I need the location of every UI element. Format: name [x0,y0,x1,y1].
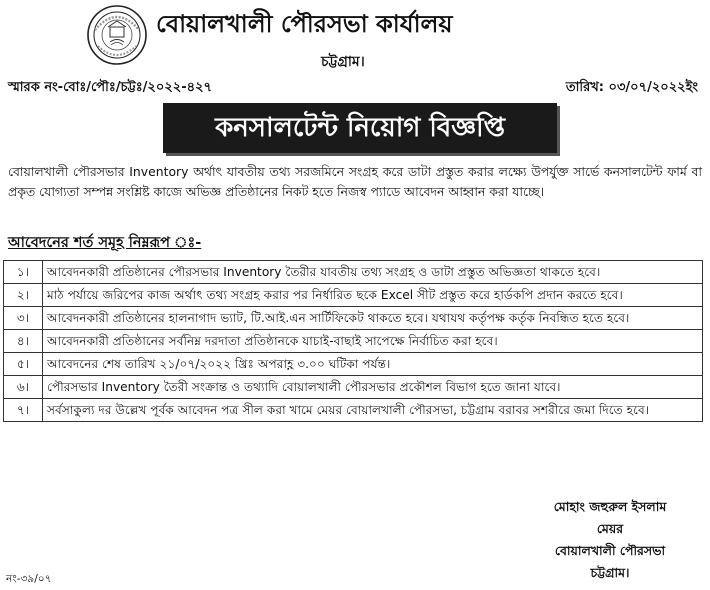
condition-row [4,284,703,307]
conditions-heading: আবেদনের শর্ত সমূহ নিম্নরূপ ঃ- [8,235,202,251]
condition-text: আবেদনকারী প্রতিষ্ঠানের পৌরসভার Inventory তৈরীর যাবতীয় তথ্য সংগ্রহ ও ডাটা প্রস্তুত অভিজ্ঞতা থাকতে হবে। [43,261,703,284]
condition-text: আবেদনের শেষ তারিখ ২১/০৭/২০২২ খ্রিঃ অপরাহ্ণ ৩.০০ ঘটিকা পর্যন্ত। [43,353,703,376]
condition-text: পৌরসভার Inventory তৈরী সংক্রান্ত ও তথ্যাদি বোয়ালখালী পৌরসভার প্রকৌশল বিভাগ হতে জানা যাবে। [43,376,703,399]
intro-paragraph: বোয়ালখালী পৌরসভার Inventory অর্থাৎ যাবতীয় তথ্য সরজমিনে সংগ্রহ করে ডাটা প্রস্তুত করার লক্ষ্যে উপর্যুক্ত সার্ভে কনসালটেন্ট ফার্ম বা প্রকৃত যোগ্যতা সম্পন্ন সংশ্লিষ্ট কাজে অভিজ্ঞ প্রতিষ্ঠানের নিকট হতে নিজস্ব প্যাডে আবেদন আহ্বান করা যাচ্ছে। [8,164,702,199]
condition-number: ৫। [4,353,43,376]
condition-row [4,330,703,353]
reference-number: নং-৩৯/০৭ [6,573,52,585]
condition-number: ৭। [4,399,43,422]
condition-row [4,353,703,376]
condition-number: ১। [4,261,43,284]
signatory-city: চট্টগ্রাম। [590,565,630,580]
condition-text: আবেদনকারী প্রতিষ্ঠানের হালনাগাদ ভ্যাট, টি.আই.এন সার্টিফিকেট থাকতে হবে। যথাযথ কর্তৃপক্ষ কর্তৃক নিবন্ধিত হতে হবে। [43,307,703,330]
notice-title-banner: কনসালটেন্ট নিয়োগ বিজ্ঞপ্তি [163,103,557,153]
condition-text: আবেদনকারী প্রতিষ্ঠানের সর্বনিম্ন দরদাতা প্রতিষ্ঠানকে যাচাই-বাছাই সাপেক্ষে নির্বাচিত করা হবে। [43,330,703,353]
signatory-name: মোহাং জহুরুল ইসলাম [553,499,667,514]
condition-row [4,307,703,330]
condition-text: সর্বসাকুল্য দর উল্লেখ পূর্বক আবেদন পত্র সীল করা খামে মেয়র বোয়ালখালী পৌরসভা, চট্টগ্রাম বরাবর সশরীরে জমা দিতে হবে। [43,399,703,422]
organization-city: চট্টগ্রাম। [321,54,365,70]
condition-row [4,261,703,284]
condition-row [4,399,703,422]
signature-block [520,496,700,584]
condition-number: ৪। [4,330,43,353]
notice-date: তারিখ: ০৩/০৭/২০২২ইং [565,80,698,95]
signatory-designation: মেয়র [596,521,624,536]
condition-number: ৩। [4,307,43,330]
memo-number: স্মারক নং-বোঃ/পৌঃ/চট্টঃ/২০২২-৪২৭ [8,80,212,95]
organization-name: বোয়ালখালী পৌরসভা কার্যালয় [156,10,453,38]
condition-row [4,376,703,399]
condition-number: ৬। [4,376,43,399]
signatory-office: বোয়ালখালী পৌরসভা [554,543,666,558]
conditions-table [3,260,703,422]
municipality-seal-icon [86,4,148,66]
condition-text: মাঠ পর্যায়ে জরিপের কাজ অর্থাৎ তথ্য সংগ্রহ করার পর নির্ধারিত ছকে Excel সীট প্রস্তুত করে হার্ডকপি প্রদান করতে হবে। [43,284,703,307]
condition-number: ২। [4,284,43,307]
